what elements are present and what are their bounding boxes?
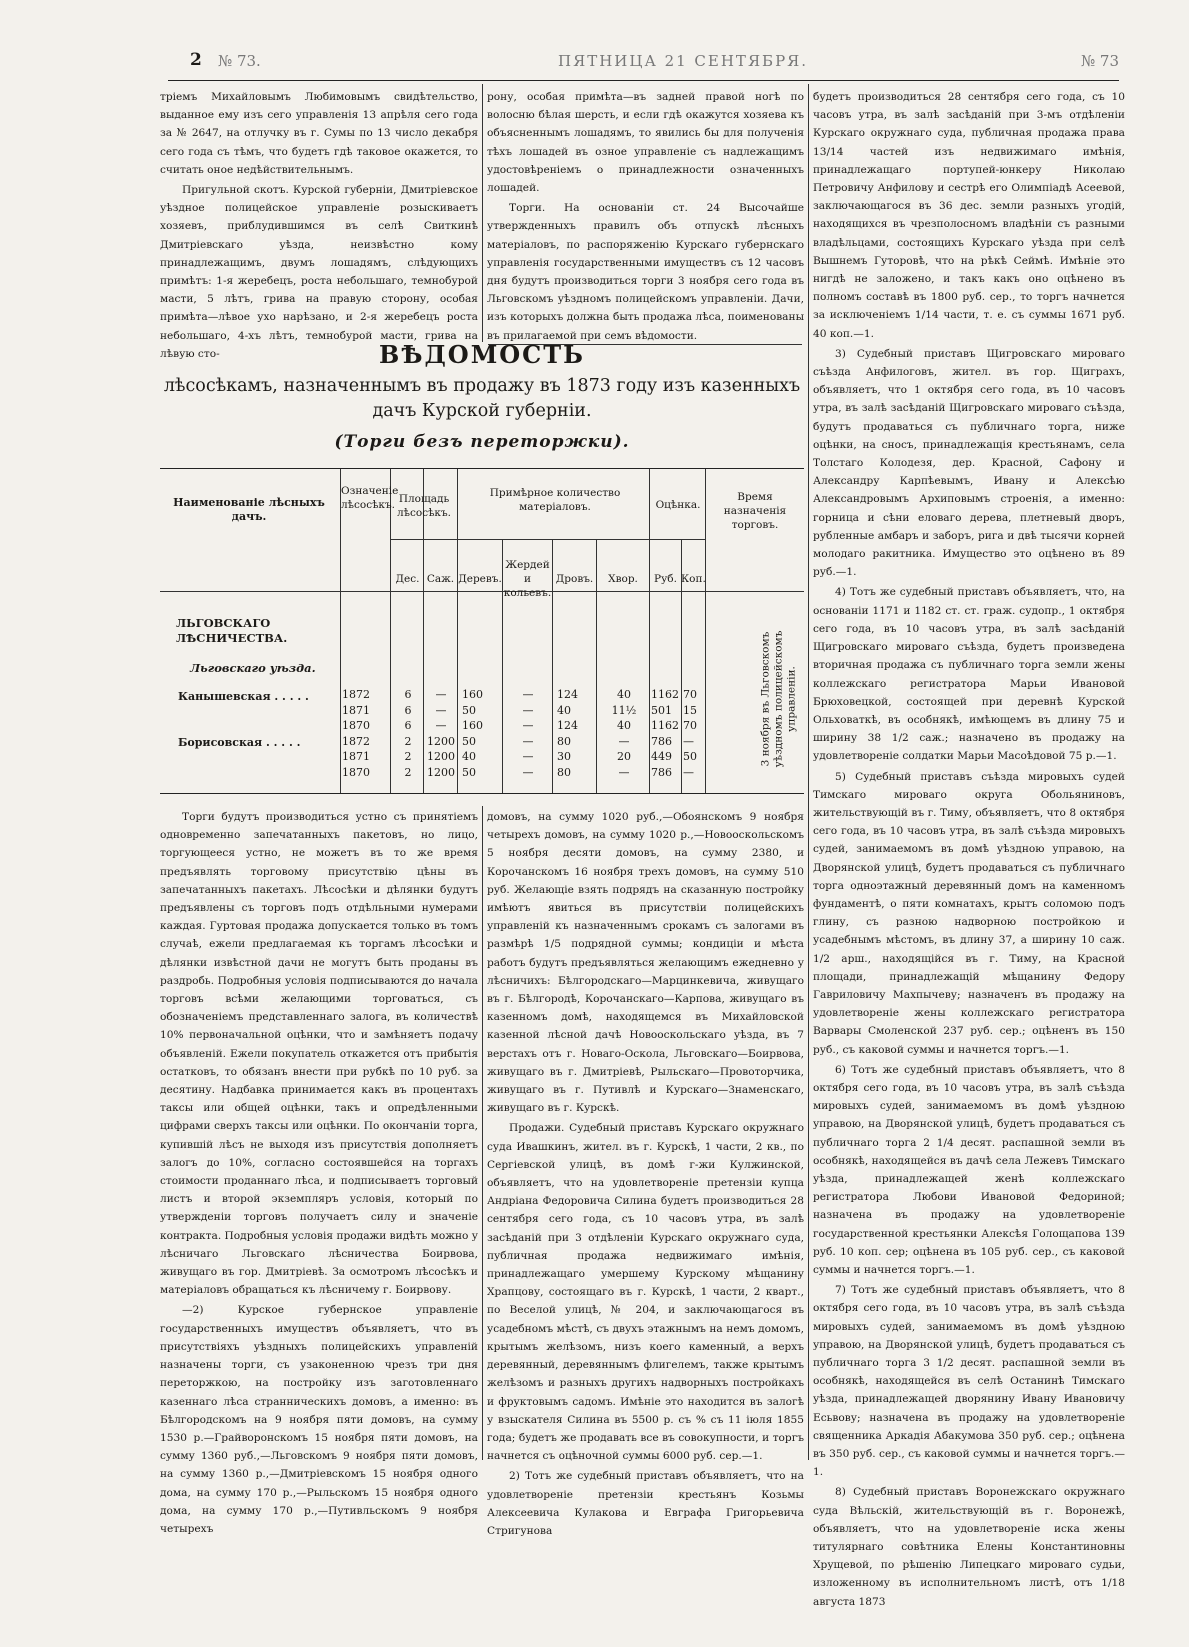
table-cell-sazh: 1200 (427, 765, 455, 779)
article-paragraph: домовъ, на сумму 1020 руб.,—Обоянскомъ 9 ноября четырехъ домовъ, на сумму 1020 р.,—Новооскольскомъ 5 ноября десяти домовъ, на сумму 2380, и Корочанскомъ 16 ноября трехъ домовъ, на сумму 510 руб. Желающіе взять подрядъ на сказанную постройку имѣютъ явиться въ присутствіи полицейскихъ управленій къ назначеннымъ срокамъ съ залогами въ размѣрѣ 1/5 подрядной суммы; кондиціи и мѣста работъ будутъ предъявляться желающимъ ежедневно у лѣсничихъ: Бѣлгородскаго—Марцинкевича, живущаго въ г. Бѣлгородѣ, Корочанскаго—Карпова, живущаго въ казенномъ домѣ, находящемся въ Михайловской казенной лѣсной дачѣ Новооскольскаго уѣзда, въ 7 верстахъ отъ г. Новаго-Оскола, Льговскаго—Боирвова, живущаго въ г. Дмитріевѣ, Рыльскаго—Провоторчика, живущаго въ г. Путивлѣ и Курскаго—Знаменскаго, живущаго въ г. Курскѣ. (487, 811, 804, 1115)
table-cell-sazh: — (435, 703, 447, 717)
article-paragraph: рону, особая примѣта—въ задней правой ногѣ по волосню бѣлая шерсть, и если гдѣ окажутся хозяева къ объясненнымъ лошадямъ, то явились бы для полученія тѣхъ лошадей въ озное управленіе съ надлежащимъ удостовѣреніемъ о принадлежности означенныхъ лошадей. (487, 91, 804, 195)
table-cell-firewood: 40 (557, 703, 571, 717)
article-paragraph: Пригульной скотъ. Курской губерніи, Дмитріевское уѣздное полицейское управленіе розыскиваетъ хозяевъ, приблудившимся въ селѣ Свиткинѣ Дмитріевскаго уѣзда, неизвѣстно кому принадлежащимъ, двумъ лошадямъ, слѣдующихъ примѣтъ: 1-я жеребецъ, роста небольшаго, темнобурой масти, 5 лѣтъ, грива на правую сторону, особая примѣта—лѣвое ухо нарѣзано, и 2-я жеребецъ роста небольшаго, 4-хъ лѣтъ, темнобурой масти, грива на лѣвую сто- (160, 184, 478, 360)
table-cell-trees: 160 (462, 688, 483, 701)
vedomost-note: (Торги безъ переторжки). (334, 432, 630, 452)
dacha-name: Борисовская . . . . . (178, 736, 301, 749)
table-cell-kop: — (683, 765, 694, 779)
table-cell-sazh: — (435, 719, 447, 732)
table-cell-des: 6 (404, 688, 412, 701)
article-paragraph: будетъ производиться 28 сентября сего года, съ 10 часовъ утра, въ залѣ засѣданій при 3-мъ отдѣленіи Курскаго окружнаго суда, публичная продажа права 13/14 частей изъ недвижимаго имѣнія, принадлежащаго портупей-юнкеру Николаю Петровичу Анфилову и сестрѣ его Олимпіадѣ Асеевой, заключающагося въ 36 дес. земли разныхъ угодій, находящихся въ чрезполосномъ владѣніи съ разными владѣльцами, состоящихъ Курскаго уѣзда при селѣ Вышнемъ Гуторовѣ, что на рѣкѣ Сеймѣ. Имѣніе это нигдѣ не заложено, и такъ какъ оно оцѣнено въ полномъ составѣ въ 1800 руб. сер., то торгъ начнется за исключеніемъ 1/14 части, т. е. съ суммы 1671 руб. 40 коп.—1. (813, 91, 1125, 340)
issue-number-right: № 73 (1080, 52, 1119, 70)
vedomost-subtitle: лѣсосѣкамъ, назначеннымъ въ продажу въ 1873 году изъ казенныхъ дачъ Курской губерніи. (163, 376, 801, 421)
article-paragraph: Торги будутъ производиться устно съ принятіемъ одновременно запечатанныхъ пакетовъ, но лицо, торгующееся устно, не можетъ въ то же время предъявлять торговому присутствію цѣны въ запечатанныхъ пакетахъ. Лѣсосѣки и дѣлянки будутъ предъявлены съ торговъ подъ отдѣльными нумерами каждая. Гуртовая продажа допускается только въ томъ случаѣ, ежели предлагаемая къ торгамъ лѣсосѣки и дѣлянки извѣстной дачи не могутъ быть проданы въ раздробь. Подробныя условія подписываются до начала торговъ всѣми желающими торговаться, съ обозначеніемъ представленнаго залога, въ количествѣ 10% первоначальной оцѣнки, что и замѣняетъ подачу объявленій. Ежели покупатель откажется отъ прибытія остатковъ, то обязанъ внести при рубкѣ по 10 руб. за десятину. Надбавка принимается какъ въ процентахъ таксы или общей оцѣнки, такъ и опредѣленными цифрами сверхъ таксы или оцѣнки. По окончаніи торга, купившій лѣсъ не выходя изъ присутствія дополняетъ залогъ до 10%, согласно состоявшейся на торгахъ стоимости проданнаго лѣса, и подписываетъ торговый листъ и второй экземпляръ условія, который по утвержденіи торговъ получаетъ силу и значеніе контракта. Подробныя условія продажи видѣть можно у лѣсничаго Льговскаго лѣсничества Боирвова, живущаго въ гор. Дмитріевѣ. За осмотромъ лѣсосѣкъ и матеріаловъ обращаться къ лѣсничему г. Боирвову. (160, 811, 479, 1297)
col-header-kop: Коп. (681, 573, 706, 585)
col-header-estimate: Оцѣнка. (655, 499, 701, 511)
table-cell-brush: — (618, 765, 630, 779)
table-cell-brush: — (618, 734, 630, 748)
col-header-firewood: Дровъ. (555, 573, 594, 585)
table-cell-year: 1872 (342, 734, 370, 748)
article-paragraph: —2) Курское губернское управленіе государственныхъ имуществъ объявляетъ, что въ присутствіяхъ уѣздныхъ полицейскихъ управленій назначены торги, съ узаконенною чрезъ три дня переторжкою, на постройку изъ заготовленнаго казеннаго лѣса странническихъ домовъ, а именно: въ Бѣлгородскомъ на 9 ноября пяти домовъ, на сумму 1530 р.—Грайворонскомъ 15 ноября пяти домовъ, на сумму 1360 руб.,—Льговскомъ 9 ноября пяти домовъ, на сумму 1360 р.,—Дмитріевскомъ 15 ноября одного дома, на сумму 170 р.,—Рыльскомъ 15 ноября одного дома, на сумму 170 р.,—Путивльскомъ 9 ноября четырехъ (160, 1304, 478, 1535)
table-cell-brush: 11½ (611, 703, 637, 717)
column-divider (482, 84, 483, 342)
table-cell-firewood: 80 (557, 734, 571, 748)
table-cell-sazh: 1200 (427, 750, 455, 763)
article-paragraph: 8) Судебный приставъ Воронежскаго окружнаго суда Вѣльскій, жительствующій въ г. Воронежѣ, объявляетъ, что на удовлетвореніе иска жены титулярнаго совѣтника Елены Константиновны Хрущевой, по рѣшенію Липецкаго мироваго судьи, изложенному въ исполнительномъ листѣ, отъ 1/18 августа 1873 (813, 1486, 1125, 1608)
vedomost-title: ВѢДОМОСТЬ (379, 340, 585, 369)
col-header-poles: Жердей и кольевъ. (503, 559, 552, 599)
table-cell-rub: 1162 (651, 719, 679, 732)
article-column-3 (813, 88, 1125, 1608)
table-cell-year: 1872 (342, 688, 370, 701)
table-cell-kop: 70 (683, 688, 697, 701)
table-cell-des: 2 (404, 734, 412, 748)
county-name: Льговскаго уѣзда. (190, 661, 316, 675)
column-divider (482, 806, 483, 1460)
auction-time-note (753, 614, 805, 784)
table-cell-des: 6 (404, 703, 412, 717)
table-cell-firewood: 80 (557, 765, 571, 779)
running-title: ПЯТНИЦА 21 СЕНТЯБРЯ. (558, 52, 809, 70)
table-cell-trees: 160 (462, 719, 483, 732)
table-cell-kop: 50 (683, 750, 697, 763)
issue-number-left: № 73. (218, 52, 261, 70)
col-header-brush: Хвор. (608, 573, 638, 585)
table-cell-sazh: 1200 (427, 734, 455, 748)
table-cell-rub: 449 (651, 750, 672, 763)
dacha-name: Канышевская . . . . . (178, 690, 309, 703)
table-cell-year: 1870 (342, 765, 370, 779)
article-paragraph: 2) Тотъ же судебный приставъ объявляетъ, что на удовлетвореніе претензіи крестьянъ Козьмы Алексеевича Кулакова и Евграфа Григорьевича Стригунова (487, 1470, 804, 1537)
auction-time-text: 3 ноября въ Льговскомъ уѣздномъ полицейскомъ управленіи. (759, 630, 798, 768)
table-cell-year: 1871 (342, 750, 370, 763)
col-header-sazh: Саж. (426, 573, 455, 585)
table-cell-des: 6 (404, 719, 412, 732)
table-cell-poles: — (522, 734, 534, 748)
table-cell-poles: — (522, 765, 534, 779)
table-cell-kop: — (683, 734, 694, 748)
table-cell-kop: 70 (683, 719, 697, 732)
table-cell-rub: 786 (651, 765, 672, 779)
table-cell-trees: 50 (462, 765, 476, 779)
article-paragraph: 6) Тотъ же судебный приставъ объявляетъ, что 8 октября сего года, въ 10 часовъ утра, въ залѣ съѣзда мировыхъ судей, занимаемомъ въ домѣ уѣздною управою, на Дворянской улицѣ, будетъ продаваться съ публичнаго торга 2 1/4 десят. распашной земли въ особнякѣ, находящейся въ дачѣ села Лежевъ Тимскаго уѣзда, принадлежащей женѣ коллежскаго регистратора Любови Ивановой Федоринoй; назначена въ продажу на удовлетвореніе государственной крестьянки Алексѣя Голощапова 139 руб. 10 коп. сер; оцѣнена въ 105 руб. сер., съ каковой суммы и начнется торгъ.—1. (813, 1063, 1125, 1276)
table-cell-year: 1871 (342, 703, 370, 717)
article-column-5 (487, 808, 804, 1537)
article-paragraph: 5) Судебный приставъ съѣзда мировыхъ судей Тимскаго мироваго округа Обольяниновъ, жительствующій въ г. Тиму, объявляетъ, что 8 октября сего года, въ 10 часовъ утра, въ залѣ съѣзда мировыхъ судей, занимаемомъ въ домѣ уѣздною управою, на Дворянской улицѣ, будетъ продаваться съ публичнаго торга одноэтажный деревянный домъ на каменномъ фундаментѣ, о пяти комнатахъ, крытъ соломою подъ глину, съ разною надворною постройкою и усадебнымъ мѣстомъ, въ длину 37, а ширину 10 саж. 1/2 арш., находящійся въ г. Тиму, на Красной площади, принадлежащій мѣщанину Федору Гавриловичу Махпычеву; назначенъ въ продажу на удовлетвореніе жены коллежскаго регистратора Варвары Смоленской 237 руб. сер.; оцѣненъ въ 150 руб., съ каковой суммы и начнется торгъ.—1. (813, 770, 1125, 1056)
table-cell-sazh: — (435, 688, 447, 701)
table-cell-firewood: 30 (557, 750, 571, 763)
col-header-name: Наименованіе лѣсныхъ дачъ. (173, 496, 325, 523)
article-paragraph: Продажи. Судебный приставъ Курскаго окружнаго суда Ивашкинъ, жител. въ г. Курскѣ, 1 части, 2 кв., по Сергіевской улицѣ, въ домѣ г-жи Кулжинской, объявляетъ, что на удовлетвореніе претензіи купца Андріана Федоровича Силина будетъ производиться 28 сентября сего года, съ 10 часовъ утра, въ залѣ засѣданій при 3 отдѣленіи Курскаго окружнаго суда, публичная продажа недвижимаго имѣнія, принадлежащаго умершему Курскому мѣщанину Храпцову, состоящаго въ г. Курскѣ, 1 части, 2 кварт., по Веселой улицѣ, № 204, и заключающагося въ усадебномъ мѣстѣ, съ двухъ этажнымъ на немъ домомъ, крытымъ желѣзомъ, низъ коего каменный, а верхъ деревянный, деревяннымъ флигелемъ, также крытымъ желѣзомъ и разныхъ другихъ надворныхъ постройкахъ и фруктовымъ садомъ. Имѣніе это находится въ залогѣ у взыскателя Силина въ 5500 р. съ % съ 11 іюля 1855 года; будетъ же продавать все въ совокупности, и торгъ начнется съ оцѣночной суммы 6000 руб. сер.—1. (487, 1122, 804, 1463)
article-column-1 (160, 88, 478, 360)
table-cell-rub: 501 (651, 703, 672, 717)
col-header-area: Площадь лѣсосѣкъ. (397, 493, 451, 519)
table-cell-trees: 40 (462, 750, 476, 763)
article-paragraph: 7) Тотъ же судебный приставъ объявляетъ, что 8 октября сего года, въ 10 часовъ утра, въ залѣ съѣзда мировыхъ судей, занимаемомъ въ домѣ уѣздною управою, на Дворянской улицѣ, будетъ продаваться съ публичнаго торга 3 1/2 десят. распашной земли въ особнякѣ, находящейся въ селѣ Останинѣ Тимскаго уѣзда, принадлежащей дворянину Ивану Ивановичу Есьвову; назначена въ продажу на удовлетвореніе священника Аркадія Абакумова 350 руб. сер.; оцѣнена въ 350 руб. сер., съ каковой суммы и начнется торгъ.—1. (813, 1284, 1125, 1479)
col-header-designation: Означеніе лѣсосѣкъ. (341, 485, 399, 511)
col-header-trees: Деревъ. (458, 573, 502, 585)
table-cell-rub: 1162 (651, 688, 679, 701)
page-number: 2 (190, 50, 202, 70)
table-cell-trees: 50 (462, 703, 476, 717)
page-header (168, 46, 1119, 81)
forestry-name: ЛЬГОВСКАГО ЛѢСНИЧЕСТВА. (176, 616, 288, 645)
table-cell-kop: 15 (683, 703, 697, 717)
table-cell-firewood: 124 (557, 688, 578, 701)
article-paragraph: Торги. На основаніи ст. 24 Высочайше утвержденныхъ правилъ объ отпускѣ лѣсныхъ матеріаловъ, по распоряженію Курскаго губернскаго управленія государственными имуществъ съ 12 часовъ дня будутъ производиться торги 3 ноября сего года въ Льговскомъ уѣздномъ полицейскомъ управленіи. Дачи, изъ которыхъ должна быть продажа лѣса, поименованы въ прилагаемой при семъ вѣдомости. (487, 202, 804, 342)
table-cell-poles: — (522, 750, 534, 763)
table-cell-brush: 40 (617, 688, 631, 701)
table-cell-poles: — (522, 703, 534, 717)
table-cell-trees: 50 (462, 734, 476, 748)
table-cell-des: 2 (404, 765, 412, 779)
col-header-materials: Примѣрное количество матеріаловъ. (489, 487, 621, 513)
table-cell-firewood: 124 (557, 719, 578, 732)
article-column-2 (487, 88, 804, 344)
column-divider (808, 84, 809, 1460)
table-cell-brush: 20 (617, 750, 631, 763)
table-cell-rub: 786 (651, 734, 672, 748)
article-paragraph: 4) Тотъ же судебный приставъ объявляетъ, что, на основаніи 1171 и 1182 ст. ст. граж. судопр., 1 октября сего года, въ 10 часовъ утра, въ залѣ засѣданій Щигровскаго мироваго съѣзда, будетъ произведена вторичная продажа съ публичнаго торга земли жены коллежскаго регистратора Марьи Ивановой Брюховецкой, состоящей при деревнѣ Курской Ольховаткѣ, въ особнякѣ, имѣющемъ въ длину 75 и ширину 38 1/2 саж.; назначено въ продажу на удовлетвореніе солдатки Марьи Масоѣдовой 75 р.—1. (813, 586, 1125, 763)
article-paragraph: 3) Судебный приставъ Щигровскаго мироваго съѣзда Анфилоговъ, жител. въ гор. Щиграхъ, объявляетъ, что 1 октября сего года, въ 10 часовъ утра, въ залѣ засѣданій Щигровскаго мироваго съѣзда, будутъ продаваться съ публичнаго торга, ниже оцѣнки, на сносъ, принадлежащія крестьянамъ, села Толстаго Колодезя, дер. Красной, Сафону и Александру Карпѣевымъ, Ивану и Алексѣю Александровымъ Архиповымъ строенія, а именно: горница и сѣни еловаго дерева, плетневый дворъ, рубленные амбаръ и заборъ, рига и двѣ тысячи корней молодаго ракитника. Имущество это оцѣнено въ 89 руб.—1. (813, 347, 1125, 579)
col-header-des: Дес. (395, 573, 420, 585)
table-cell-brush: 40 (617, 719, 631, 732)
col-header-rub: Руб. (654, 573, 677, 585)
table-cell-poles: — (522, 688, 534, 701)
table-cell-poles: — (522, 719, 534, 732)
table-cell-des: 2 (404, 750, 412, 763)
col-header-time: Время назначенія торговъ. (723, 491, 787, 531)
table-cell-year: 1870 (342, 719, 370, 732)
article-column-4 (160, 808, 479, 1535)
article-paragraph: тріемъ Михайловымъ Любимовымъ свидѣтельство, выданное ему изъ сего управленія 13 апрѣля сего года за № 2647, на отлучку въ г. Сумы по 13 число декабря сего года съ тѣмъ, что будетъ гдѣ таковое окажется, то считать оное недѣйствительнымъ. (160, 91, 478, 176)
